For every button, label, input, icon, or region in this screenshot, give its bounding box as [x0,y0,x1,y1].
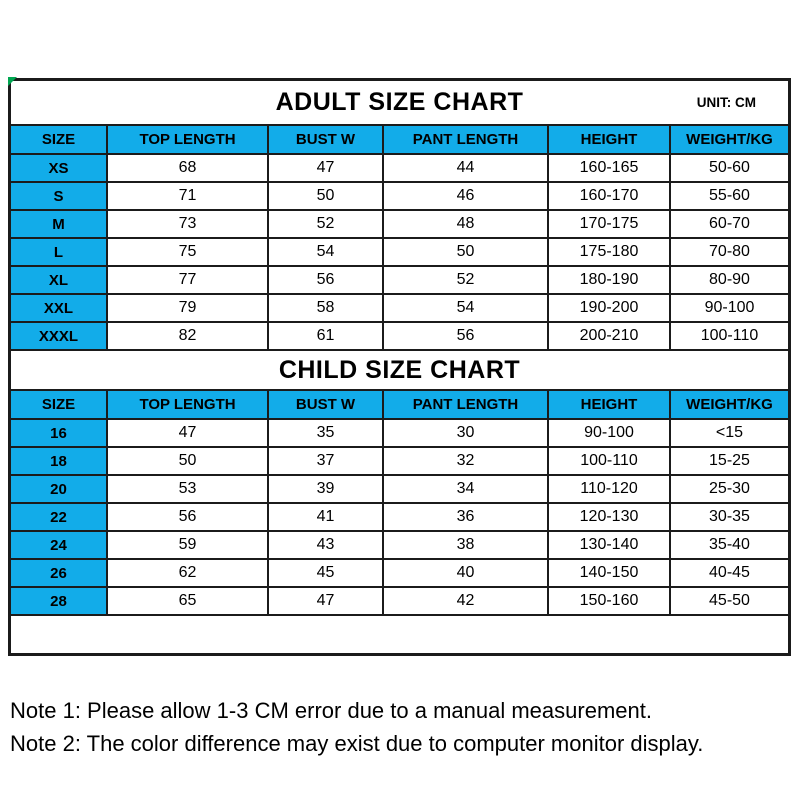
value-cell: 190-200 [548,294,670,322]
value-cell: 130-140 [548,531,670,559]
value-cell: 160-165 [548,154,670,182]
table-row [11,587,788,615]
value-cell: 44 [383,154,548,182]
column-header-top-length: TOP LENGTH [107,391,268,419]
value-cell: 36 [383,503,548,531]
table-row [11,182,788,210]
column-header-pant-length: PANT LENGTH [383,126,548,154]
value-cell: 46 [383,182,548,210]
column-header-bust-w: BUST W [268,391,383,419]
child-size-table [11,391,788,616]
column-header-pant-length: PANT LENGTH [383,391,548,419]
child-table-header [11,391,788,419]
value-cell: 39 [268,475,383,503]
column-header-size: SIZE [11,126,107,154]
value-cell: 54 [383,294,548,322]
value-cell: 61 [268,322,383,350]
value-cell: 35-40 [670,531,788,559]
adult-size-table [11,126,788,351]
value-cell: 40 [383,559,548,587]
column-header-top-length: TOP LENGTH [107,126,268,154]
size-cell: XXL [11,294,107,322]
child-table-body [11,419,788,615]
value-cell: 25-30 [670,475,788,503]
value-cell: 41 [268,503,383,531]
value-cell: 175-180 [548,238,670,266]
value-cell: 62 [107,559,268,587]
value-cell: 56 [383,322,548,350]
value-cell: 71 [107,182,268,210]
adult-chart-title: ADULT SIZE CHART [275,88,524,116]
value-cell: 80-90 [670,266,788,294]
value-cell: 30 [383,419,548,447]
column-header-height: HEIGHT [548,391,670,419]
value-cell: 45 [268,559,383,587]
value-cell: 100-110 [670,322,788,350]
value-cell: 68 [107,154,268,182]
column-header-weight-kg: WEIGHT/KG [670,391,788,419]
value-cell: 32 [383,447,548,475]
note-2: Note 2: The color difference may exist due to computer monitor display. [10,731,704,756]
table-row [11,531,788,559]
column-header-row [11,391,788,419]
value-cell: 160-170 [548,182,670,210]
value-cell: 40-45 [670,559,788,587]
value-cell: 53 [107,475,268,503]
column-header-bust-w: BUST W [268,126,383,154]
value-cell: 180-190 [548,266,670,294]
value-cell: 30-35 [670,503,788,531]
size-cell: XXXL [11,322,107,350]
table-row [11,210,788,238]
table-row [11,503,788,531]
table-row [11,447,788,475]
size-cell: 22 [11,503,107,531]
unit-label: UNIT: CM [696,95,756,110]
child-title-band [11,351,788,391]
value-cell: 200-210 [548,322,670,350]
value-cell: 70-80 [670,238,788,266]
table-row [11,154,788,182]
size-cell: 26 [11,559,107,587]
adult-title-band [11,81,788,126]
note-1: Note 1: Please allow 1-3 CM error due to a manual measurement. [10,698,652,723]
value-cell: 45-50 [670,587,788,615]
size-cell: M [11,210,107,238]
value-cell: 50 [383,238,548,266]
value-cell: 37 [268,447,383,475]
value-cell: 52 [383,266,548,294]
value-cell: 38 [383,531,548,559]
size-cell: 16 [11,419,107,447]
value-cell: 77 [107,266,268,294]
value-cell: 73 [107,210,268,238]
table-row [11,475,788,503]
value-cell: 47 [268,587,383,615]
column-header-row [11,126,788,154]
value-cell: 56 [268,266,383,294]
value-cell: 15-25 [670,447,788,475]
table-row [11,294,788,322]
value-cell: 43 [268,531,383,559]
value-cell: 42 [383,587,548,615]
value-cell: 54 [268,238,383,266]
table-row [11,238,788,266]
value-cell: 120-130 [548,503,670,531]
column-header-size: SIZE [11,391,107,419]
value-cell: 50-60 [670,154,788,182]
table-row [11,419,788,447]
value-cell: 75 [107,238,268,266]
value-cell: 50 [268,182,383,210]
size-cell: XL [11,266,107,294]
value-cell: 170-175 [548,210,670,238]
value-cell: <15 [670,419,788,447]
value-cell: 35 [268,419,383,447]
value-cell: 60-70 [670,210,788,238]
green-corner-marker-icon [8,77,17,86]
size-cell: XS [11,154,107,182]
table-row [11,559,788,587]
value-cell: 34 [383,475,548,503]
value-cell: 82 [107,322,268,350]
value-cell: 47 [107,419,268,447]
value-cell: 110-120 [548,475,670,503]
size-cell: 24 [11,531,107,559]
value-cell: 90-100 [548,419,670,447]
table-row [11,322,788,350]
value-cell: 56 [107,503,268,531]
table-row [11,266,788,294]
child-chart-title: CHILD SIZE CHART [278,356,521,384]
column-header-height: HEIGHT [548,126,670,154]
column-header-weight-kg: WEIGHT/KG [670,126,788,154]
value-cell: 59 [107,531,268,559]
value-cell: 58 [268,294,383,322]
value-cell: 100-110 [548,447,670,475]
size-chart [8,78,791,656]
value-cell: 48 [383,210,548,238]
value-cell: 50 [107,447,268,475]
value-cell: 65 [107,587,268,615]
value-cell: 150-160 [548,587,670,615]
size-cell: 20 [11,475,107,503]
value-cell: 55-60 [670,182,788,210]
size-cell: 28 [11,587,107,615]
adult-table-header [11,126,788,154]
adult-table-body [11,154,788,350]
value-cell: 79 [107,294,268,322]
value-cell: 52 [268,210,383,238]
size-cell: 18 [11,447,107,475]
size-cell: L [11,238,107,266]
size-cell: S [11,182,107,210]
value-cell: 140-150 [548,559,670,587]
value-cell: 90-100 [670,294,788,322]
value-cell: 47 [268,154,383,182]
